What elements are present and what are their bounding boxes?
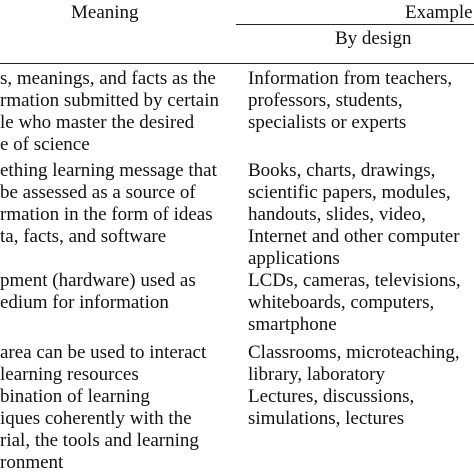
example-line: specialists or experts xyxy=(248,112,407,133)
meaning-line: rial, the tools and learning xyxy=(0,430,199,451)
meaning-line: ronment xyxy=(0,452,64,473)
meaning-cell-information xyxy=(0,68,219,156)
meaning-line: edium for information xyxy=(0,292,169,313)
example-line: smartphone xyxy=(248,314,337,335)
meaning-line: rmation in the form of ideas xyxy=(0,204,213,225)
meaning-line: bination of learning xyxy=(0,386,150,407)
meaning-line: pment (hardware) used as xyxy=(0,270,196,291)
meaning-cell-technique xyxy=(0,386,199,474)
example-line: Books, charts, drawings, xyxy=(248,160,436,181)
meaning-column-header: Meaning xyxy=(71,2,139,23)
meaning-line: ething learning message that xyxy=(0,160,217,181)
example-line: Internet and other computer xyxy=(248,226,460,247)
example-line: Lectures, discussions, xyxy=(248,386,415,407)
example-cell-information xyxy=(248,68,452,134)
example-cell-equipment xyxy=(248,270,461,336)
meaning-line: e of science xyxy=(0,134,90,155)
example-header-rule xyxy=(236,24,474,25)
example-line: whiteboards, computers, xyxy=(248,292,435,313)
by-design-subheader: By design xyxy=(335,28,412,49)
example-cell-material xyxy=(248,160,460,270)
meaning-cell-equipment xyxy=(0,270,196,314)
header-bottom-rule xyxy=(0,63,474,64)
meaning-line: s, meanings, and facts as the xyxy=(0,68,216,89)
example-line: library, laboratory xyxy=(248,364,385,385)
example-line: Information from teachers, xyxy=(248,68,453,89)
meaning-line: learning resources xyxy=(0,364,139,385)
meaning-line: iques coherently with the xyxy=(0,408,192,429)
example-line: scientific papers, modules, xyxy=(248,182,451,203)
example-line: simulations, lectures xyxy=(248,408,405,429)
example-line: handouts, slides, video, xyxy=(248,204,426,225)
meaning-line: ta, facts, and software xyxy=(0,226,167,247)
example-line: professors, students, xyxy=(248,90,403,111)
meaning-cell-setting xyxy=(0,342,206,386)
example-line: LCDs, cameras, televisions, xyxy=(248,270,461,291)
meaning-line: le who master the desired xyxy=(0,112,195,133)
meaning-line: rmation submitted by certain xyxy=(0,90,219,111)
example-line: Classrooms, microteaching, xyxy=(248,342,460,363)
meaning-cell-material xyxy=(0,160,217,248)
example-cell-technique xyxy=(248,386,414,430)
meaning-line: be assessed as a source of xyxy=(0,182,196,203)
example-line: applications xyxy=(248,248,340,269)
example-column-header: Example xyxy=(405,2,473,23)
meaning-line: area can be used to interact xyxy=(0,342,207,363)
example-cell-setting xyxy=(248,342,460,386)
